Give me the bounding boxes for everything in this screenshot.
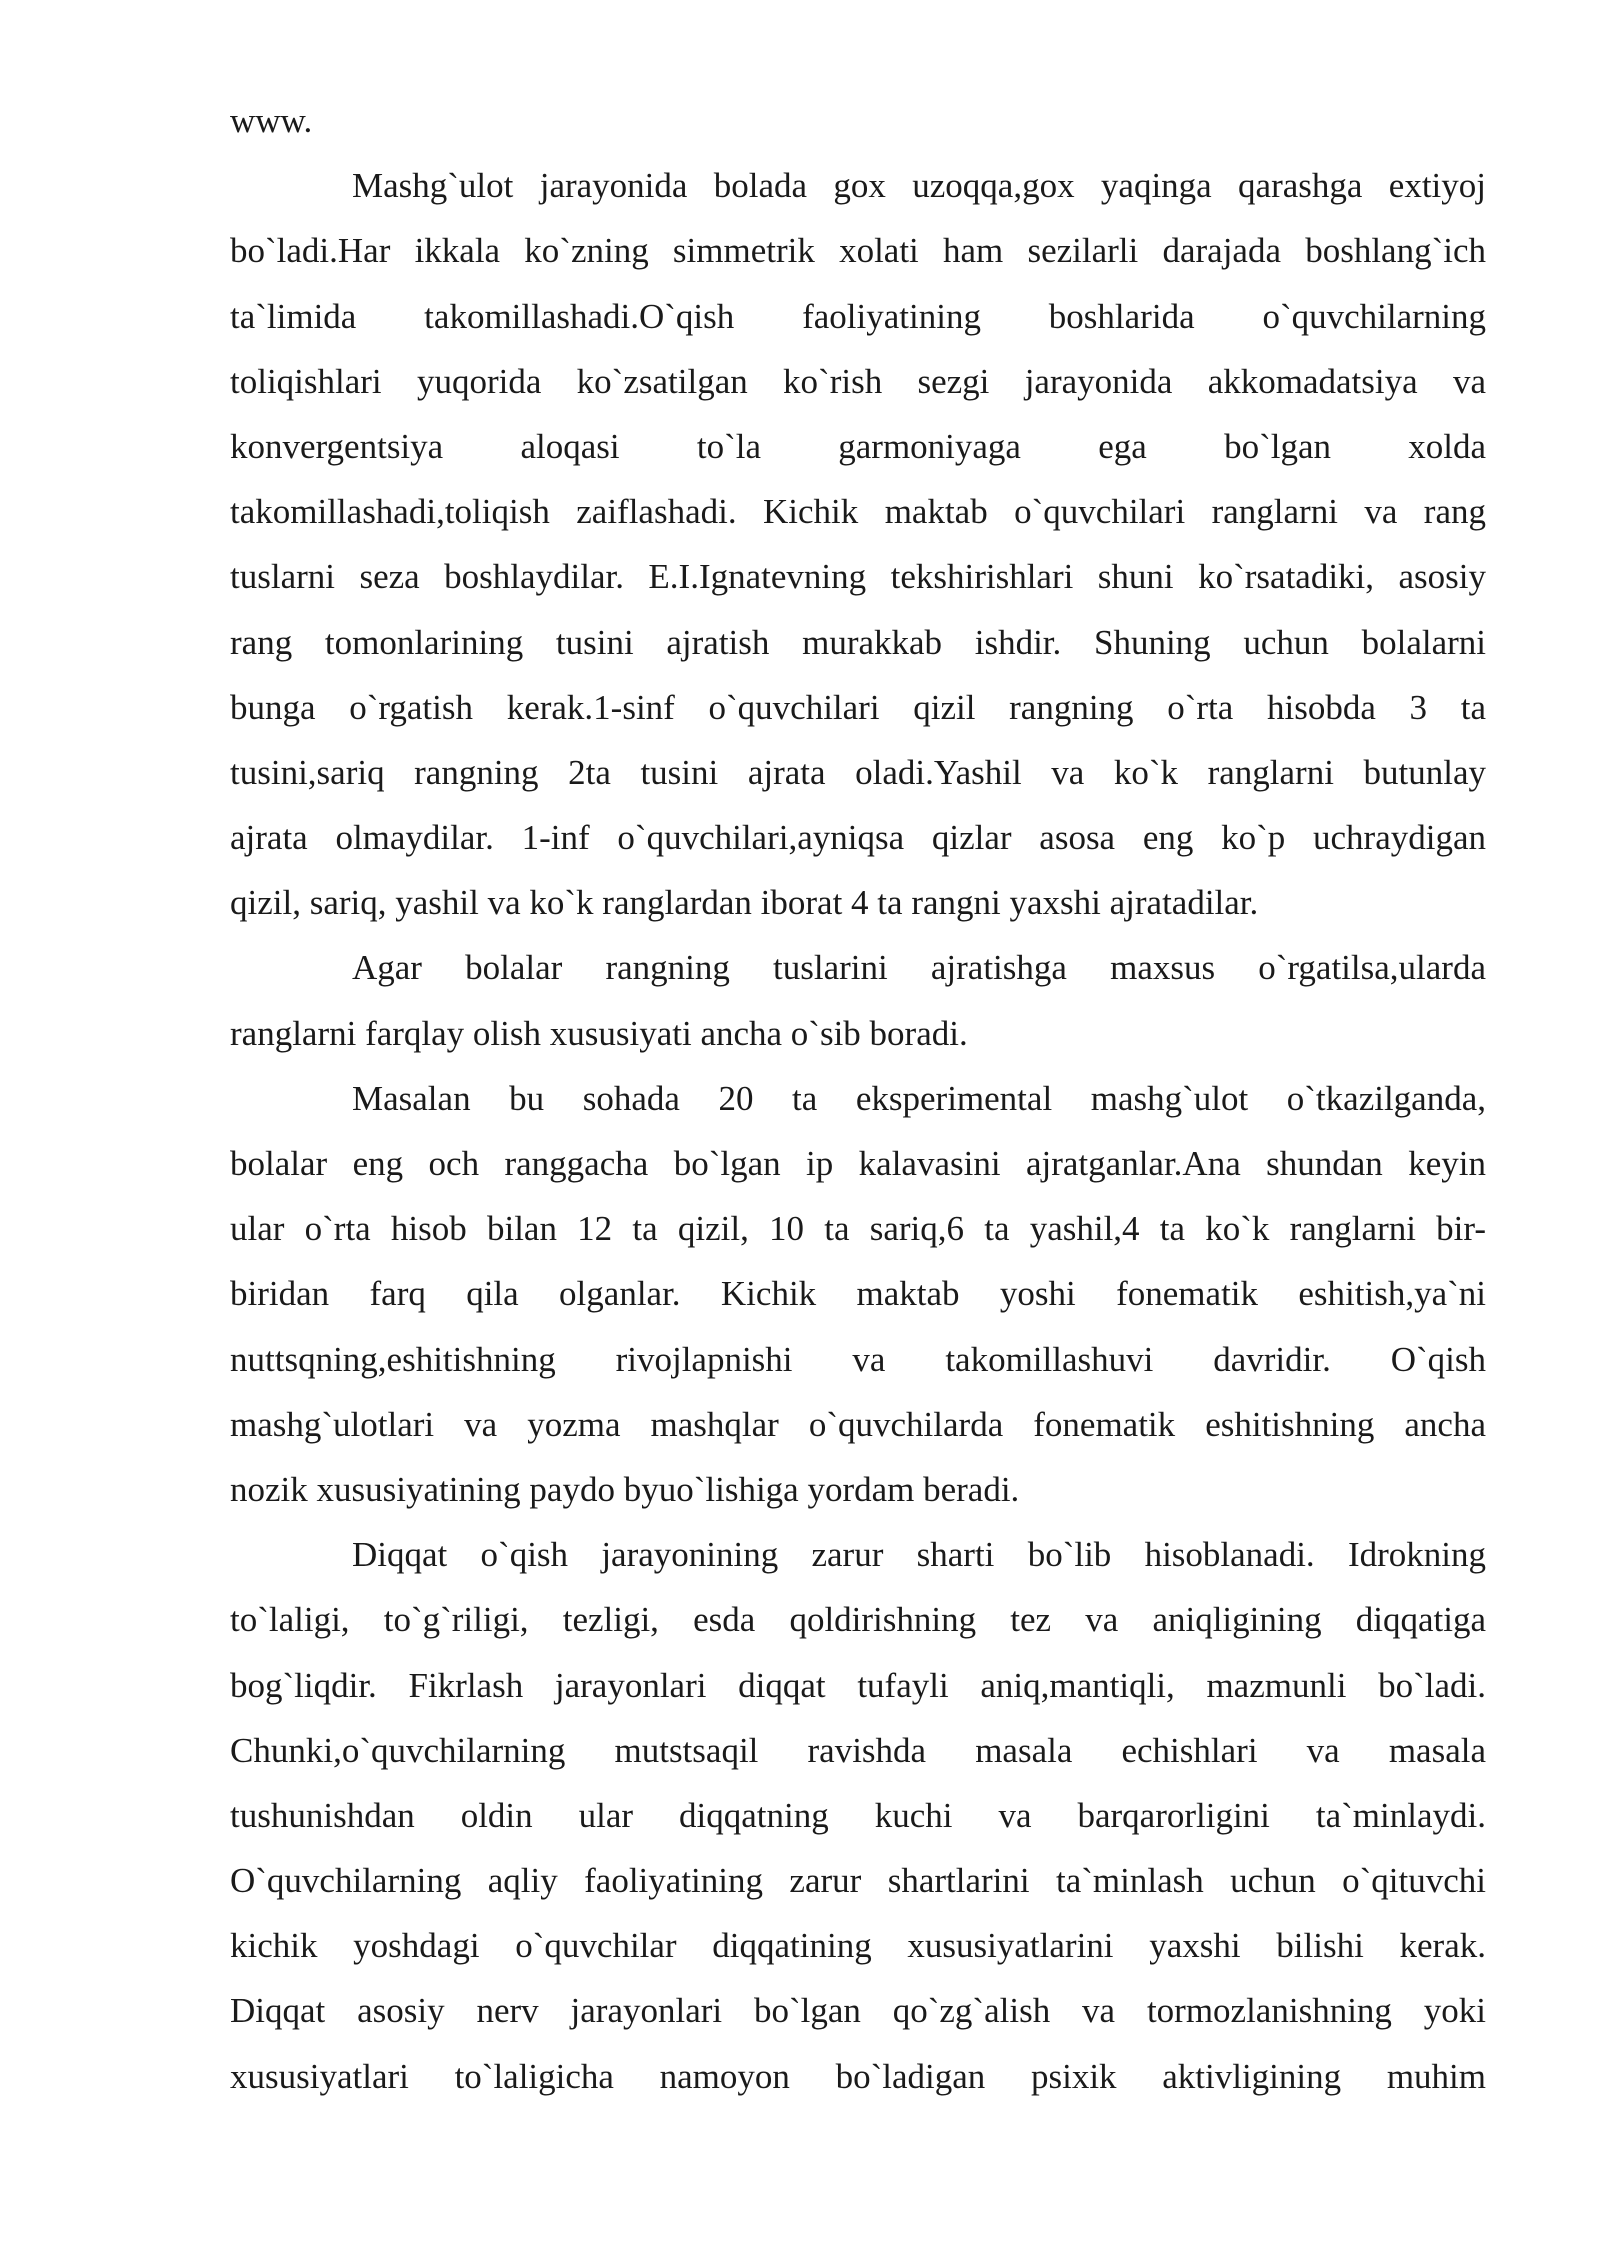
text-line: tushunishdan oldin ular diqqatning kuchi va barqarorligini ta`minlaydi. bbox=[230, 1795, 1486, 1835]
header-url: www. bbox=[230, 101, 313, 140]
text-line: bolalar eng och ranggacha bo`lgan ip kalavasini ajratganlar.Ana shundan keyin bbox=[230, 1144, 1486, 1183]
text-line: tuslarni seza boshlaydilar. E.I.Ignatevning tekshirishlari shuni ko`rsatadiki, asosiy bbox=[230, 557, 1486, 597]
text-line: Agar bolalar rangning tuslarini ajratishga maxsus o`rgatilsa,ularda bbox=[352, 948, 1486, 988]
text-line: nuttsqning,eshitishning rivojlapnishi va takomillashuvi davridir. O`qish bbox=[230, 1339, 1486, 1379]
text-line: mashg`ulotlari va yozma mashqlar o`quvchilarda fonematik eshitishning ancha bbox=[230, 1404, 1486, 1444]
text-line: takomillashadi,toliqish zaiflashadi. Kichik maktab o`quvchilari ranglarni va rang bbox=[230, 492, 1486, 532]
paragraph bbox=[230, 1522, 1486, 2109]
text-line: ular o`rta hisob bilan 12 ta qizil, 10 ta sariq,6 ta yashil,4 ta ko`k ranglarni bir- bbox=[230, 1209, 1486, 1249]
text-line: ta`limida takomillashadi.O`qish faoliyatining boshlarida o`quvchilarning bbox=[230, 296, 1486, 336]
text-line: Mashg`ulot jarayonida bolada gox uzoqqa,gox yaqinga qarashga extiyoj bbox=[352, 166, 1486, 206]
text-line: Diqqat asosiy nerv jarayonlari bo`lgan qo`zg`alish va tormozlanishning yoki bbox=[230, 1991, 1486, 2031]
text-line: biridan farq qila olganlar. Kichik maktab yoshi fonematik eshitish,ya`ni bbox=[230, 1274, 1486, 1314]
text-line: Masalan bu sohada 20 ta eksperimental mashg`ulot o`tkazilganda, bbox=[352, 1078, 1486, 1118]
text-line: konvergentsiya aloqasi to`la garmoniyaga ega bo`lgan xolda bbox=[230, 426, 1486, 466]
text-line: to`laligi, to`g`riligi, tezligi, esda qoldirishning tez va aniqligining diqqatiga bbox=[230, 1600, 1486, 1640]
text-line: bo`ladi.Har ikkala ko`zning simmetrik xolati ham sezilarli darajada boshlang`ich bbox=[230, 231, 1486, 271]
text-line: bunga o`rgatish kerak.1-sinf o`quvchilari qizil rangning o`rta hisobda 3 ta bbox=[230, 687, 1486, 727]
text-line: qizil, sariq, yashil va ko`k ranglardan iborat 4 ta rangni yaxshi ajratadilar. bbox=[230, 883, 1259, 923]
text-line: nozik xususiyatining paydo byuo`lishiga yordam beradi. bbox=[230, 1469, 1020, 1509]
paragraph bbox=[230, 153, 1486, 935]
text-line: toliqishlari yuqorida ko`zsatilgan ko`rish sezgi jarayonida akkomadatsiya va bbox=[230, 361, 1486, 401]
text-line: tusini,sariq rangning 2ta tusini ajrata oladi.Yashil va ko`k ranglarni butunlay bbox=[230, 752, 1486, 792]
text-line: ajrata olmaydilar. 1-inf o`quvchilari,ayniqsa qizlar asosa eng ko`p uchraydigan bbox=[230, 818, 1486, 858]
document-body bbox=[230, 153, 1486, 2109]
text-line: Chunki,o`quvchilarning mutstsaqil ravishda masala echishlari va masala bbox=[230, 1730, 1486, 1770]
text-line: rang tomonlarining tusini ajratish murakkab ishdir. Shuning uchun bolalarni bbox=[230, 622, 1486, 662]
text-line: bog`liqdir. Fikrlash jarayonlari diqqat tufayli aniq,mantiqli, mazmunli bo`ladi. bbox=[230, 1665, 1486, 1705]
text-line: O`quvchilarning aqliy faoliyatining zarur shartlarini ta`minlash uchun o`qituvchi bbox=[230, 1861, 1486, 1901]
document-page bbox=[230, 88, 1486, 2109]
text-line: Diqqat o`qish jarayonining zarur sharti bo`lib hisoblanadi. Idrokning bbox=[352, 1535, 1486, 1575]
paragraph bbox=[230, 935, 1486, 1065]
text-line: xususiyatlari to`laligicha namoyon bo`ladigan psixik aktivligining muhim bbox=[230, 2056, 1486, 2096]
paragraph bbox=[230, 1066, 1486, 1522]
text-line: kichik yoshdagi o`quvchilar diqqatining xususiyatlarini yaxshi bilishi kerak. bbox=[230, 1926, 1486, 1966]
text-line: ranglarni farqlay olish xususiyati ancha o`sib boradi. bbox=[230, 1013, 968, 1053]
